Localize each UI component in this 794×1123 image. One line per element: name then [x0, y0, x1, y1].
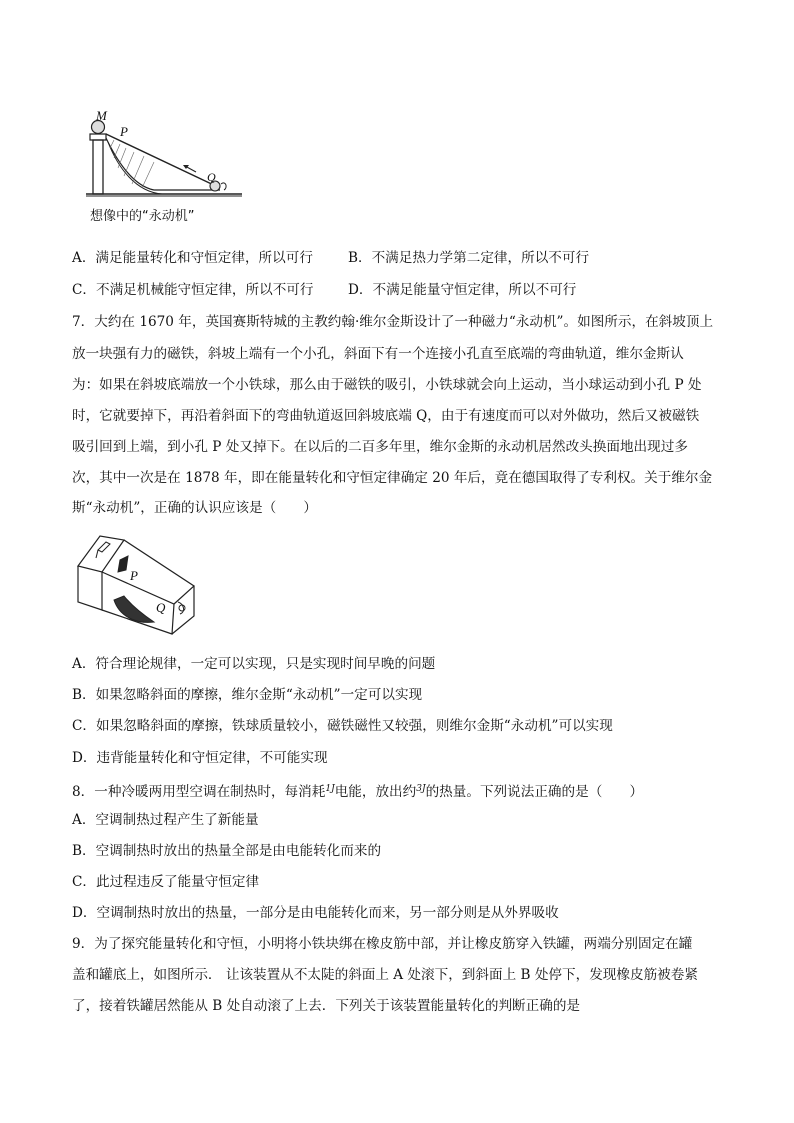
q7-option-d: D．违背能量转化和守恒定律，不可能实现 — [72, 750, 328, 766]
label-p2: P — [130, 568, 138, 583]
q7-line-5: 吸引回到上端，到小孔 P 处又掉下。在以后的二百多年里，维尔金斯的永动机居然改头换面地出现过多 — [72, 439, 688, 455]
q9-line-1: 9．为了探究能量转化和守恒，小明将小铁块绑在橡皮筋中部，并让橡皮筋穿入铁罐，两端分别固定在罐 — [72, 936, 693, 952]
q9-line-2: 盖和罐底上，如图所示． 让该装置从不太陡的斜面上 A 处滚下，到斜面上 B 处停下，发现橡皮筋被卷紧 — [72, 967, 698, 983]
label-q2: Q — [156, 600, 166, 615]
q7-line-7: 斯“永动机”，正确的认识应该是（ ） — [72, 500, 317, 516]
figure1-caption: 想像中的“永动机” — [90, 209, 195, 224]
q6-option-a: A．满足能量转化和守恒定律，所以可行 — [72, 250, 313, 266]
q8-option-c: C．此过程违反了能量守恒定律 — [72, 874, 260, 890]
q7-option-c: C．如果忽略斜面的摩擦，铁球质量较小，磁铁磁性又较强，则维尔金斯“永动机”可以实现 — [72, 718, 613, 734]
label-p: P — [120, 124, 128, 139]
q8-stem-part2: 电能，放出约 — [334, 784, 417, 800]
q7-line-1: 7．大约在 1670 年，英国赛斯特城的主教约翰·维尔金斯设计了一种磁力“永动机”。如图所示，在斜坡顶上 — [72, 314, 714, 330]
perpetual-motion-figure — [84, 108, 244, 226]
q7-line-3: 为：如果在斜坡底端放一个小铁球，那么由于磁铁的吸引，小铁球就会向上运动，当小球运动到小孔 P 处 — [72, 377, 702, 393]
magnet-ramp-diagram — [74, 530, 206, 642]
q7-line-2: 放一块强有力的磁铁，斜坡上端有一个小孔，斜面下有一个连接小孔直至底端的弯曲轨道，维尔金斯认 — [72, 346, 684, 362]
q7-option-b: B．如果忽略斜面的摩擦，维尔金斯“永动机”一定可以实现 — [72, 687, 423, 703]
q6-option-d: D．不满足能量守恒定律，所以不可行 — [348, 282, 577, 298]
q8-stem-part1: 8．一种冷暖两用型空调在制热时，每消耗 — [72, 784, 326, 800]
q8-option-a: A．空调制热过程产生了新能量 — [72, 812, 259, 828]
q8-option-d: D．空调制热时放出的热量，一部分是由电能转化而来，另一部分则是从外界吸收 — [72, 905, 559, 921]
q8-option-b: B．空调制热时放出的热量全部是由电能转化而来的 — [72, 843, 382, 859]
q9-line-3: 了，接着铁罐居然能从 B 处自动滚了上去．下列关于该装置能量转化的判断正确的是 — [72, 998, 581, 1014]
label-q: Q — [207, 170, 216, 184]
q6-option-b: B．不满足热力学第二定律，所以不可行 — [348, 250, 590, 266]
q7-line-4: 时，它就要掉下，再沿着斜面下的弯曲轨道返回斜坡底端 Q，由于有速度而可以对外做功，然后又被磁铁 — [72, 408, 700, 424]
q8-stem-part3: 的热量。下列说法正确的是（ ） — [425, 784, 644, 800]
q8-unit-1j: 1J — [325, 784, 335, 794]
q7-line-6: 次，其中一次是在 1878 年，即在能量转化和守恒定律确定 20 年后，竟在德国取得了专利权。关于维尔金 — [72, 470, 713, 486]
label-m: M — [96, 108, 107, 123]
q8-unit-3j: 3J — [416, 784, 426, 794]
ramp-diagram — [84, 108, 244, 198]
q6-option-c: C．不满足机械能守恒定律，所以不可行 — [72, 282, 314, 298]
q7-option-a: A．符合理论规律，一定可以实现，只是实现时间早晚的问题 — [72, 656, 436, 672]
q8-stem — [72, 779, 643, 802]
wilkins-machine-figure — [74, 530, 206, 642]
